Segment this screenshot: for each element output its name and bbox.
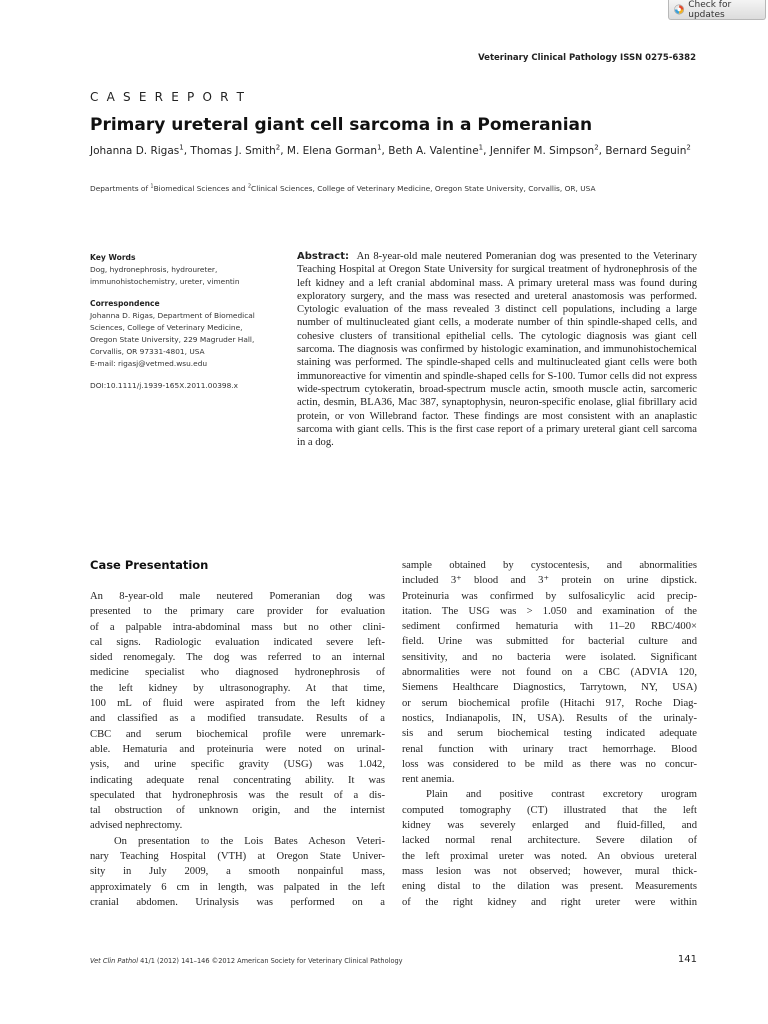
correspondence-heading: Correspondence (90, 299, 160, 308)
abstract (297, 250, 697, 449)
author-name: Beth A. Valentine (388, 145, 479, 157)
text-line: Plain and positive contrast excretory urogram (426, 789, 697, 801)
footer-citation (90, 957, 403, 965)
keywords-block (90, 252, 285, 288)
journal-abbrev: Vet Clin Pathol (90, 957, 139, 965)
text-line: the left proximal ureter was noted. An obvious ureteral (402, 850, 697, 862)
author-affiliation-mark: 2 (686, 143, 691, 152)
text-line: itation. The USG was > 1.050 and examination of the (402, 605, 697, 617)
text-line: sity in July 2009, a smooth nonpainful mass, (90, 866, 385, 878)
author-affiliation-mark: 2 (275, 143, 281, 152)
affiliations (90, 184, 700, 193)
keywords-heading: Key Words (90, 253, 136, 262)
text-line: included 3⁺ blood and 3⁺ protein on urine dipstick. (402, 575, 697, 587)
affiliation-2: Clinical Sciences, College of Veterinary Medicine, Oregon State University, Corvallis, OR, USA (251, 184, 596, 193)
text-line: of a palpable intra-abdominal mass but no other clini- (90, 621, 385, 633)
text-line: sample obtained by cystocentesis, and abnormalities (402, 560, 697, 571)
correspondence-block (90, 298, 285, 370)
paragraph (402, 787, 697, 909)
author-name: Johanna D. Rigas (90, 145, 180, 157)
text-line: abnormalities were not found on a CBC (ADVIA 120, (402, 667, 697, 679)
abstract-text: An 8-year-old male neutered Pomeranian dog was presented to the Veterinary Teaching Hospital at Oregon State University for surgical treatment of hydronephrosis of the left kidney and a left cranial abdominal mass. A primary ureteral mass was found during exploratory surgery, and the mass was resected and ureteral anastomosis was performed. Cytologic evaluation of the mass revealed 3 distinct cell populations, including a large number of multinucleated giant cells, a moderate number of thin spindle-shaped cells, and cohesive clusters of transitional epithelial cells. The cytologic diagnosis was giant cell sarcoma. The diagnosis was confirmed by histologic examination, and immunohistochemical staining was performed. The spindle-shaped cells and multinucleated giant cells were both immunoreactive for vimentin and spindle-shaped cells for S-100. Tumor cells did not express wide-spectrum cytokeratin, broad-spectrum muscle actin, smooth muscle actin, sarcomeric actin, desmin, BLA36, Mac 387, synaptophysin, neuron-specific enolase, glial fibrillary acid protein, or von Willebrand factor. These findings are most consistent with an anaplastic sarcoma with giant cells. This is the first case report of a primary ureteral giant cell sarcoma in a dog. (297, 251, 698, 449)
author-affiliation-mark: 2 (594, 143, 599, 152)
text-line: medicine specialist who diagnosed hydronephrosis of (90, 667, 385, 679)
author-name: Jennifer M. Simpson (489, 145, 595, 157)
text-line: field. Urine was submitted for bacterial culture and (402, 636, 697, 648)
check-for-updates-label: Check for updates (688, 0, 732, 20)
text-line: and classified as a modified transudate. Results of a (90, 713, 385, 725)
author-affiliation-mark: 1 (478, 143, 484, 152)
text-line: presented to the primary care provider for evaluation (90, 606, 385, 618)
correspondence-line: Sciences, College of Veterinary Medicine, (90, 323, 243, 332)
paragraph (90, 834, 385, 910)
text-line: cranial abdomen. Urinalysis was performed on a (90, 896, 385, 908)
text-line: speculated that hydronephrosis was the result of a dis- (90, 789, 385, 801)
check-for-updates-button[interactable] (668, 0, 766, 20)
affiliation-prefix: Departments of (90, 184, 151, 193)
abstract-label: Abstract: (297, 251, 350, 262)
text-line: 100 mL of fluid were aspirated from the left kidney (90, 698, 385, 710)
text-line: of the right kidney and right ureter were within (402, 896, 697, 908)
paragraph (402, 558, 697, 787)
author-name: Thomas J. Smith (190, 145, 276, 157)
page-number: 141 (677, 954, 697, 965)
author-name: Bernard Seguin (605, 145, 687, 157)
text-line: On presentation to the Lois Bates Acheson Veteri- (114, 835, 385, 847)
article-meta-sidebar (90, 252, 285, 392)
author-list: Johanna D. Rigas$^1$, Thomas J. Smith$^2$, M. Elena Gorman$^1$, Beth A. Valentine$^1$, Jennifer M. Simpson$^2$, Bernard Seguin$^2$ (90, 143, 691, 157)
text-line: or serum biochemical profile (Hitachi 917, Roche Diag- (402, 697, 697, 709)
author-affiliation-mark: 1 (377, 143, 382, 152)
body-column-left (90, 589, 385, 910)
affiliation-1: Biomedical Sciences (153, 184, 230, 193)
text-line: Proteinuria was confirmed by sulfosalicylic acid precip- (402, 590, 697, 602)
text-line: able. Hematuria and proteinuria were noted on urinal- (90, 743, 385, 755)
correspondence-line: Corvallis, OR 97331-4801, USA (90, 347, 205, 356)
affiliation-mark: 2 (247, 183, 252, 190)
text-line: computed tomography (CT) illustrated that the left (402, 804, 697, 816)
text-line: ening distal to the dilation was present. Measurements (402, 881, 697, 893)
text-line: ysis, and urine specific gravity (USG) was 1.042, (90, 759, 385, 771)
author-affiliation-mark: 1 (179, 143, 184, 152)
crossmark-icon (674, 4, 684, 15)
text-line: rent anemia. (402, 774, 455, 786)
correspondence-email[interactable]: E-mail: rigasj@vetmed.wsu.edu (90, 359, 208, 368)
article-title: Primary ureteral giant cell sarcoma in a Pomeranian (90, 115, 593, 135)
text-line: kidney was severely enlarged and fluid-filled, and (402, 820, 697, 832)
doi-link[interactable]: DOI:10.1111/j.1939-165X.2011.00398.x (90, 381, 239, 390)
affiliation-join: and (229, 184, 248, 193)
paragraph (90, 589, 385, 834)
correspondence-line: Oregon State University, 229 Magruder Hall, (90, 335, 255, 344)
text-line: indicating adequate renal concentrating ability. It was (90, 774, 385, 786)
journal-header: Veterinary Clinical Pathology ISSN 0275-6382 (478, 53, 696, 63)
text-line: approximately 6 cm in length, was palpated in the left (90, 881, 385, 893)
text-line: CBC and serum biochemical profile were unremark- (90, 728, 385, 740)
text-line: sensitivity, and no bacteria were isolated. Significant (402, 651, 697, 663)
text-line: Siemens Healthcare Diagnostics, Tarrytown, NY, USA) (402, 682, 697, 694)
section-heading: Case Presentation (90, 558, 209, 572)
text-line: loss was considered to be mild as there was no concur- (402, 758, 697, 770)
text-line: advised nephrectomy. (90, 820, 183, 832)
text-line: An 8-year-old male neutered Pomeranian dog was (90, 591, 385, 602)
article-type: C A S E R E P O R T (90, 90, 247, 104)
author-name: M. Elena Gorman (286, 145, 378, 157)
text-line: tal obstruction of unknown origin, and the internist (90, 805, 385, 817)
text-line: sided renomegaly. The dog was referred to an internal (90, 652, 385, 664)
citation-text: 41/1 (2012) 141–146 ©2012 American Society for Veterinary Clinical Pathology (138, 957, 403, 965)
text-line: nary Teaching Hospital (VTH) at Oregon State Univer- (90, 851, 385, 863)
text-line: mass lesion was not observed; however, mural thick- (402, 865, 697, 877)
text-line: renal function with urinary tract hemorrhage. Blood (402, 743, 697, 755)
body-column-right (402, 558, 697, 910)
text-line: sediment confirmed hematuria with 11–20 RBC/400× (402, 621, 697, 633)
affiliation-mark: 1 (150, 183, 154, 190)
text-line: cal signs. Radiologic evaluation indicated severe left- (90, 636, 385, 648)
text-line: lacked normal renal architecture. Severe dilation of (402, 835, 697, 847)
text-line: nostics, Indianapolis, IN, USA). Results of the urinaly- (402, 712, 697, 724)
keywords-line: immunohistochemistry, ureter, vimentin (90, 277, 240, 286)
keywords-line: Dog, hydronephrosis, hydroureter, (90, 265, 218, 274)
text-line: the left kidney by ultrasonography. At that time, (90, 682, 385, 694)
correspondence-line: Johanna D. Rigas, Department of Biomedical (90, 311, 255, 320)
text-line: sis and serum biochemical testing indicated adequate (402, 728, 697, 740)
